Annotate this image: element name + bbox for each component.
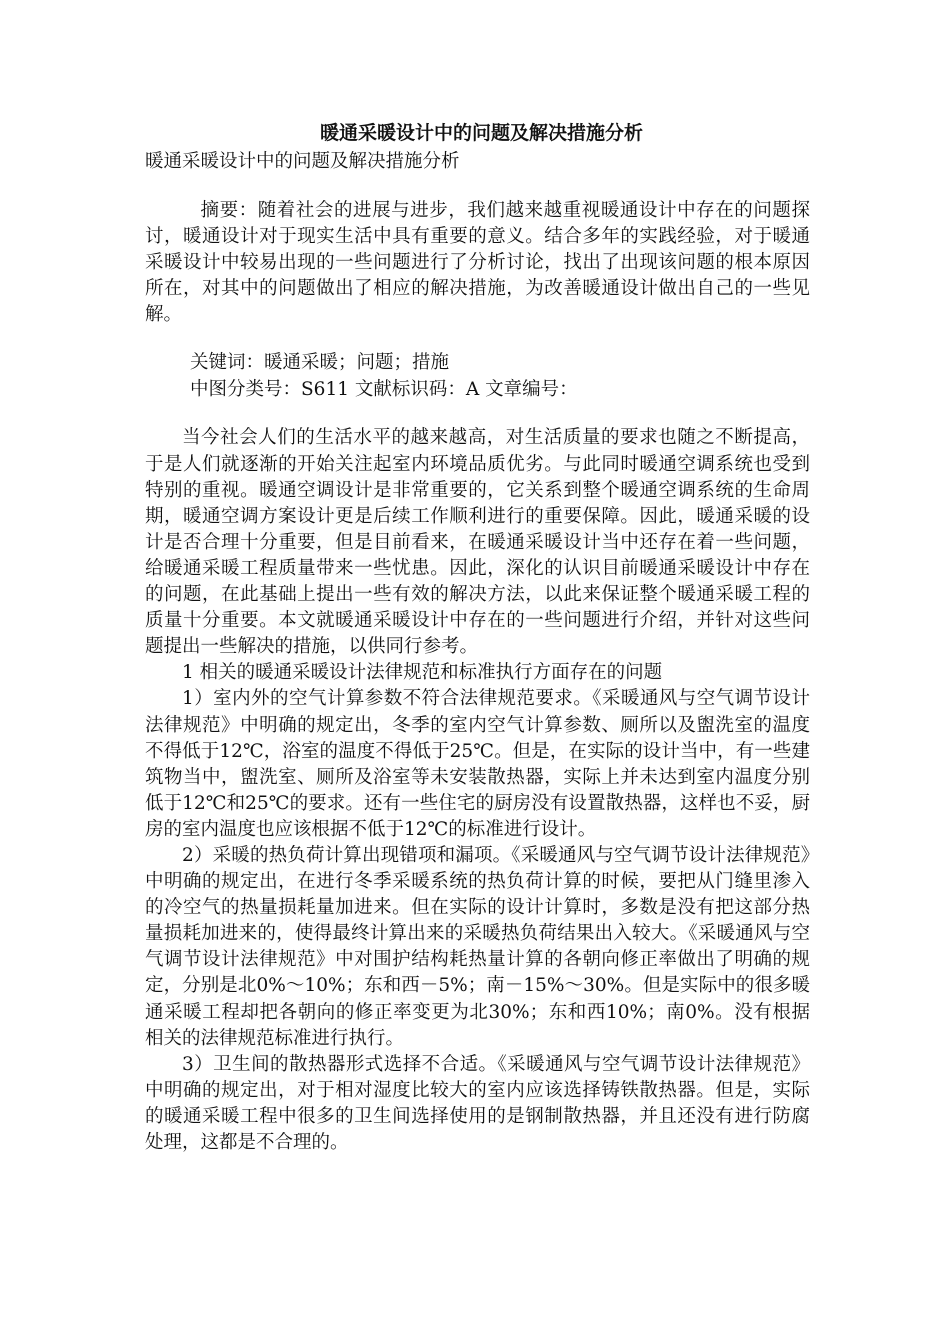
document-page xyxy=(145,118,810,1156)
keywords-line: 关键词：暖通采暖；问题；措施 xyxy=(190,352,450,374)
body-paragraph-intro: 当今社会人们的生活水平的越来越高，对生活质量的要求也随之不断提高，于是人们就逐渐的开始关注起室内环境品质优劣。与此同时暖通空调系统也受到特别的重视。暖通空调设计是非常重要的，它关系到整个暖通空调系统的生命周期，暖通空调方案设计更是后续工作顺利进行的重要保障。因此，暖通采暖的设计是否合理十分重要，但是目前看来，在暖通采暖设计当中还存在着一些问题，给暖通采暖工程质量带来一些忧患。因此，深化的认识目前暖通采暖设计中存在的问题，在此基础上提出一些有效的解决方法，以此来保证整个暖通采暖工程的质量十分重要。本文就暖通采暖设计中存在的一些问题进行介绍，并针对这些问题提出一些解决的措施，以供同行参考。 xyxy=(145,427,810,658)
body-paragraph-item-3: 3）卫生间的散热器形式选择不合适。《采暖通风与空气调节设计法律规范》中明确的规定出，对于相对湿度比较大的室内应该选择铸铁散热器。但是，实际的暖通采暖工程中很多的卫生间选择使用的是钢制散热器，并且还没有进行防腐处理，这都是不合理的。 xyxy=(145,1053,810,1153)
document-subtitle: 暖通采暖设计中的问题及解决措施分析 xyxy=(145,151,460,172)
body-paragraph-item-2: 2）采暖的热负荷计算出现错项和漏项。《采暖通风与空气调节设计法律规范》中明确的规定出，在进行冬季采暖系统的热负荷计算的时候，要把从门缝里渗入的冷空气的热量损耗量加进来。但在实际的设计计算时，多数是没有把这部分热量损耗加进来的，使得最终计算出来的采暖热负荷结果出入较大。《采暖通风与空气调节设计法律规范》中对围护结构耗热量计算的各朝向修正率做出了明确的规定，分别是北0%～10%；东和西－5%；南－15%～30%。但是实际中的很多暖通采暖工程却把各朝向的修正率变更为北30%；东和西10%；南0%。没有根据相关的法律规范标准进行执行。 xyxy=(145,844,810,1049)
body-paragraph-item-1: 1）室内外的空气计算参数不符合法律规范要求。《采暖通风与空气调节设计法律规范》中明确的规定出，冬季的室内空气计算参数、厕所以及盥洗室的温度不得低于12℃，浴室的温度不得低于25℃。但是，在实际的设计当中，有一些建筑物当中，盥洗室、厕所及浴室等未安装散热器，实际上并未达到室内温度分别低于12℃和25℃的要求。还有一些住宅的厨房没有设置散热器，这样也不妥，厨房的室内温度也应该根据不低于12℃的标准进行设计。 xyxy=(145,688,810,840)
classification-line: 中图分类号：S611 文献标识码：A 文章编号： xyxy=(190,378,578,400)
section-heading-1: 1 相关的暖通采暖设计法律规范和标准执行方面存在的问题 xyxy=(182,662,663,684)
document-title: 暖通采暖设计中的问题及解决措施分析 xyxy=(319,122,643,144)
abstract-paragraph: 摘要：随着社会的进展与进步，我们越来越重视暖通设计中存在的问题探讨，暖通设计对于现实生活中具有重要的意义。结合多年的实践经验，对于暖通采暖设计中较易出现的一些问题进行了分析讨论，找出了出现该问题的根本原因所在，对其中的问题做出了相应的解决措施，为改善暖通设计做出自己的一些见解。 xyxy=(145,200,810,326)
metadata-block xyxy=(145,350,810,403)
